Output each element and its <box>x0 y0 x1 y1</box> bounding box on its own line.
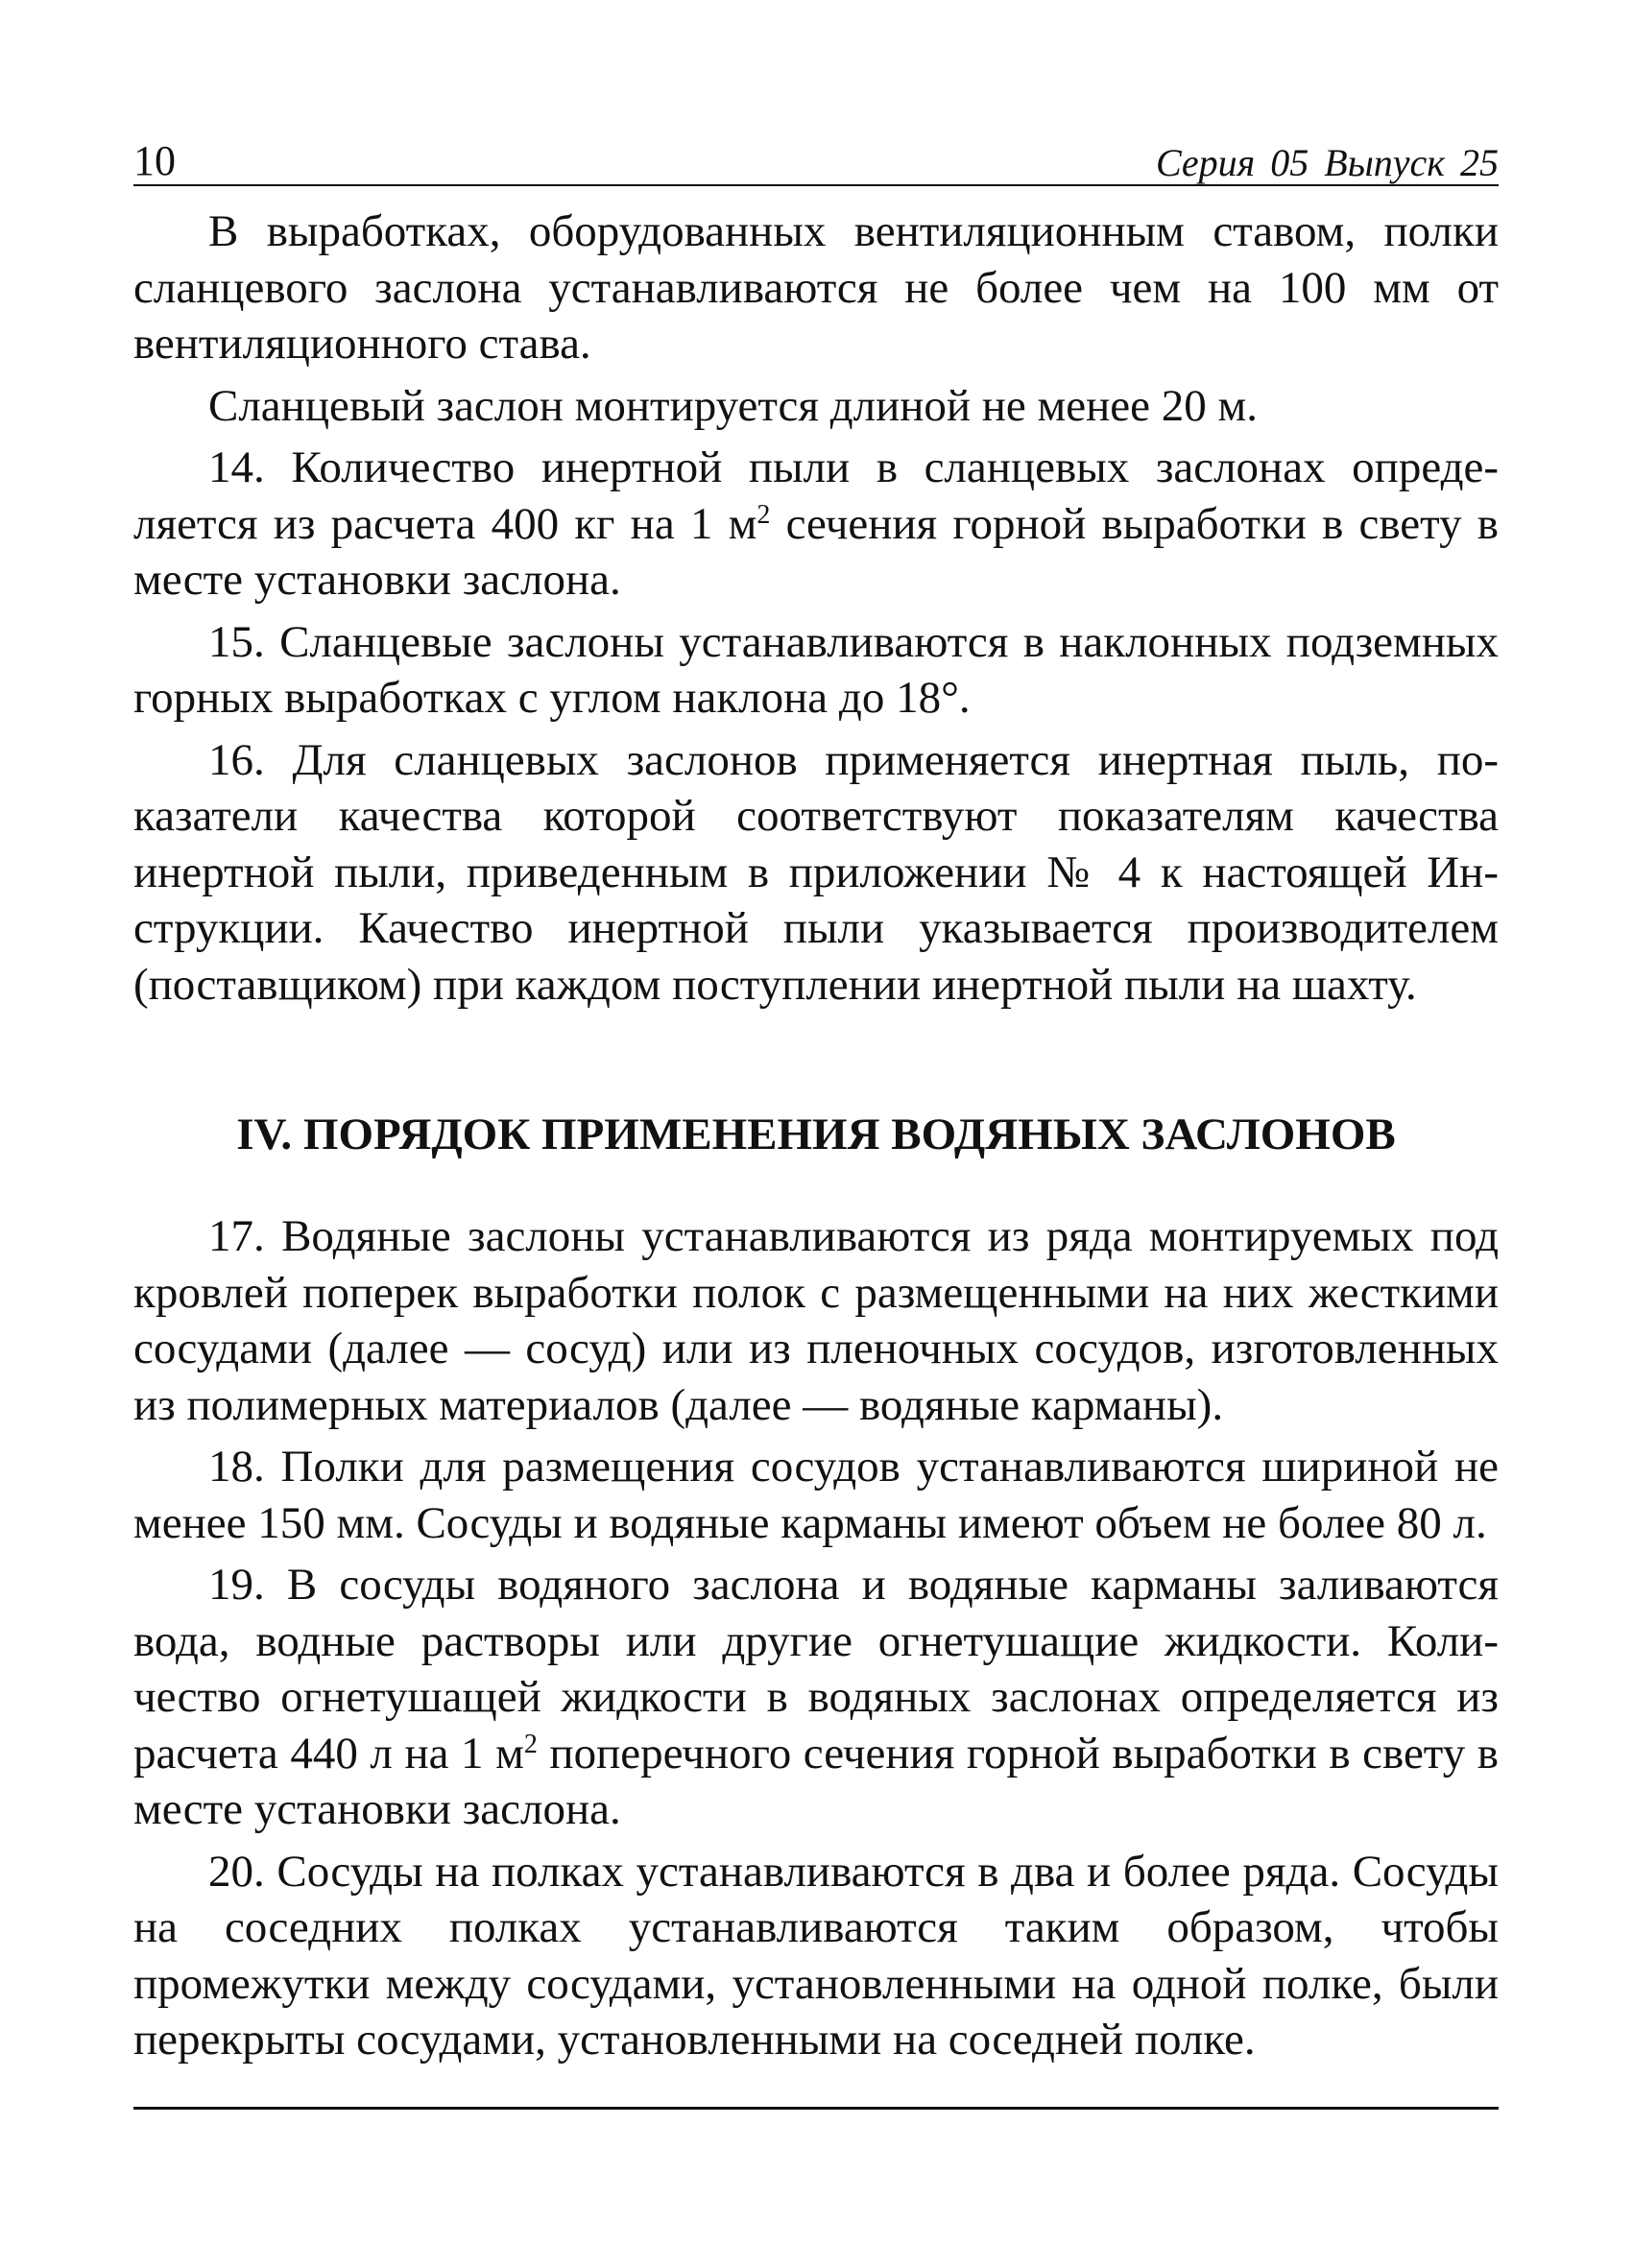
page-number: 10 <box>133 137 176 184</box>
superscript: 2 <box>523 1729 538 1759</box>
paragraph-item-18: 18. Полки для размещения сосудов устанавливаются шириной не менее 150 мм. Сосуды и водяные карманы имеют объем не более 80 л. <box>133 1442 1499 1548</box>
paragraph-text: 19. В сосуды водяного заслона и водяные карманы заливаются вода, водные растворы или другие огнетушащие жидкости. Количество огнетушащей жидкости в водяных заслонах определяется из расчета 440 л на 1 м <box>133 1560 1499 1779</box>
page-body <box>133 203 1499 2068</box>
paragraph-text: поперечного сечения горной выработки в свету в месте установки заслона. <box>133 1728 1500 1834</box>
bottom-rule <box>133 2107 1499 2110</box>
superscript: 2 <box>756 499 771 530</box>
paragraph-text: сечения горной выработки в свету в месте установки заслона. <box>133 498 1499 605</box>
paragraph-item-14 <box>133 440 1499 609</box>
paragraph-item-19 <box>133 1557 1499 1838</box>
paragraph: В выработках, оборудованных вентиляционным ставом, полки сланцевого заслона устанавливаются не более чем на 100 мм от вентиляционного става. <box>133 206 1499 369</box>
paragraph-item-17: 17. Водяные заслоны устанавливаются из ряда монтируемых под кровлей поперек выработки полок с размещенными на них жесткими сосудами (далее — сосуд) или из пленочных сосудов, изготовленных из полимерных материалов (далее — водяные карманы). <box>133 1211 1499 1430</box>
running-header <box>133 134 1499 186</box>
series-title: Серия 05 Выпуск 25 <box>1155 141 1499 184</box>
paragraph-item-20: 20. Сосуды на полках устанавливаются в два и более ряда. Сосуды на соседних полках устанавливаются таким образом, чтобы промежутки между сосудами, установленными на одной полке, были перекрыты сосудами, установленными на соседней полке. <box>133 1846 1499 2065</box>
paragraph: Сланцевый заслон монтируется длиной не менее 20 м. <box>208 380 1259 431</box>
paragraph-text: 14. Количество инертной пыли в сланцевых заслонах определяется из расчета 400 кг на 1 м <box>133 442 1499 549</box>
paragraph-item-15: 15. Сланцевые заслоны устанавливаются в наклонных подземных горных выработках с углом наклона до 18°. <box>133 616 1499 723</box>
section-heading: IV. ПОРЯДОК ПРИМЕНЕНИЯ ВОДЯНЫХ ЗАСЛОНОВ <box>236 1110 1396 1159</box>
paragraph-item-16: 16. Для сланцевых заслонов применяется инертная пыль, показатели качества которой соответствуют показателям качества инертной пыли, приведенным в приложении № 4 к настоящей Инструкции. Качество инертной пыли указывается производителем (поставщиком) при каждом поступлении инертной пыли на шахту. <box>133 734 1499 1010</box>
